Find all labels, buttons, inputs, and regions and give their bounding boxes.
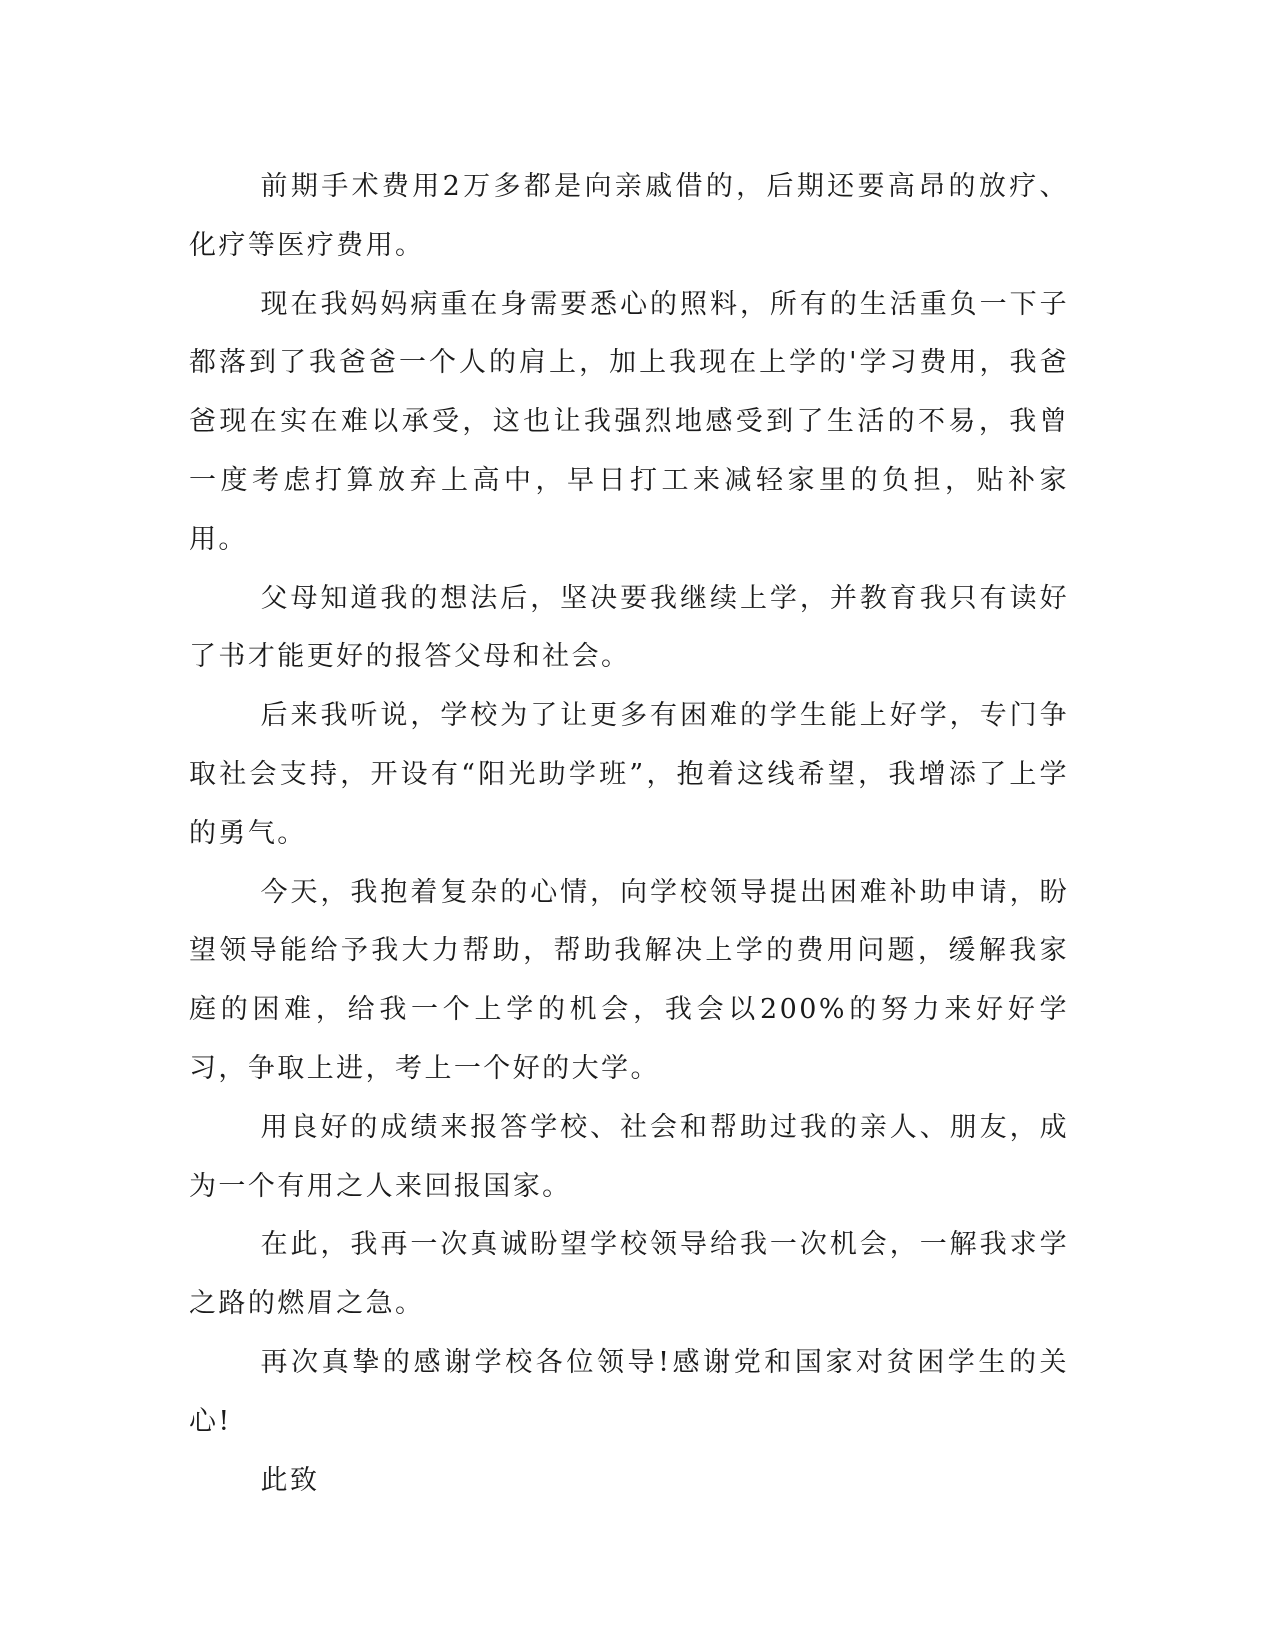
paragraph-repay-society: 用良好的成绩来报答学校、社会和帮助过我的亲人、朋友，成为一个有用之人来回报国家。 xyxy=(189,1111,1069,1202)
paragraph-sunshine-class: 后来我听说，学校为了让更多有困难的学生能上好学，专门争取社会支持，开设有“阳光助学班”，抱着这线希望，我增添了上学的勇气。 xyxy=(189,700,1069,849)
document-body xyxy=(189,158,1069,1510)
paragraph-thanks: 再次真挚的感谢学校各位领导!感谢党和国家对贫困学生的关心! xyxy=(189,1346,1069,1437)
paragraph-closing: 此致 xyxy=(260,1464,320,1496)
paragraph-parents-support: 父母知道我的想法后，坚决要我继续上学，并教育我只有读好了书才能更好的报答父母和社会。 xyxy=(189,582,1069,673)
paragraph-application-request: 今天，我抱着复杂的心情，向学校领导提出困难补助申请，盼望领导能给予我大力帮助，帮助我解决上学的费用问题，缓解我家庭的困难，给我一个上学的机会，我会以200%的努力来好好学习，争取上进，考上一个好的大学。 xyxy=(189,876,1069,1084)
paragraph-family-burden: 现在我妈妈病重在身需要悉心的照料，所有的生活重负一下子都落到了我爸爸一个人的肩上，加上我现在上学的'学习费用，我爸爸现在实在难以承受，这也让我强烈地感受到了生活的不易，我曾一度考虑打算放弃上高中，早日打工来减轻家里的负担，贴补家用。 xyxy=(189,288,1069,555)
paragraph-surgery-costs: 前期手术费用2万多都是向亲戚借的，后期还要高昂的放疗、化疗等医疗费用。 xyxy=(189,171,1069,261)
paragraph-sincere-hope: 在此，我再一次真诚盼望学校领导给我一次机会，一解我求学之路的燃眉之急。 xyxy=(189,1229,1069,1320)
